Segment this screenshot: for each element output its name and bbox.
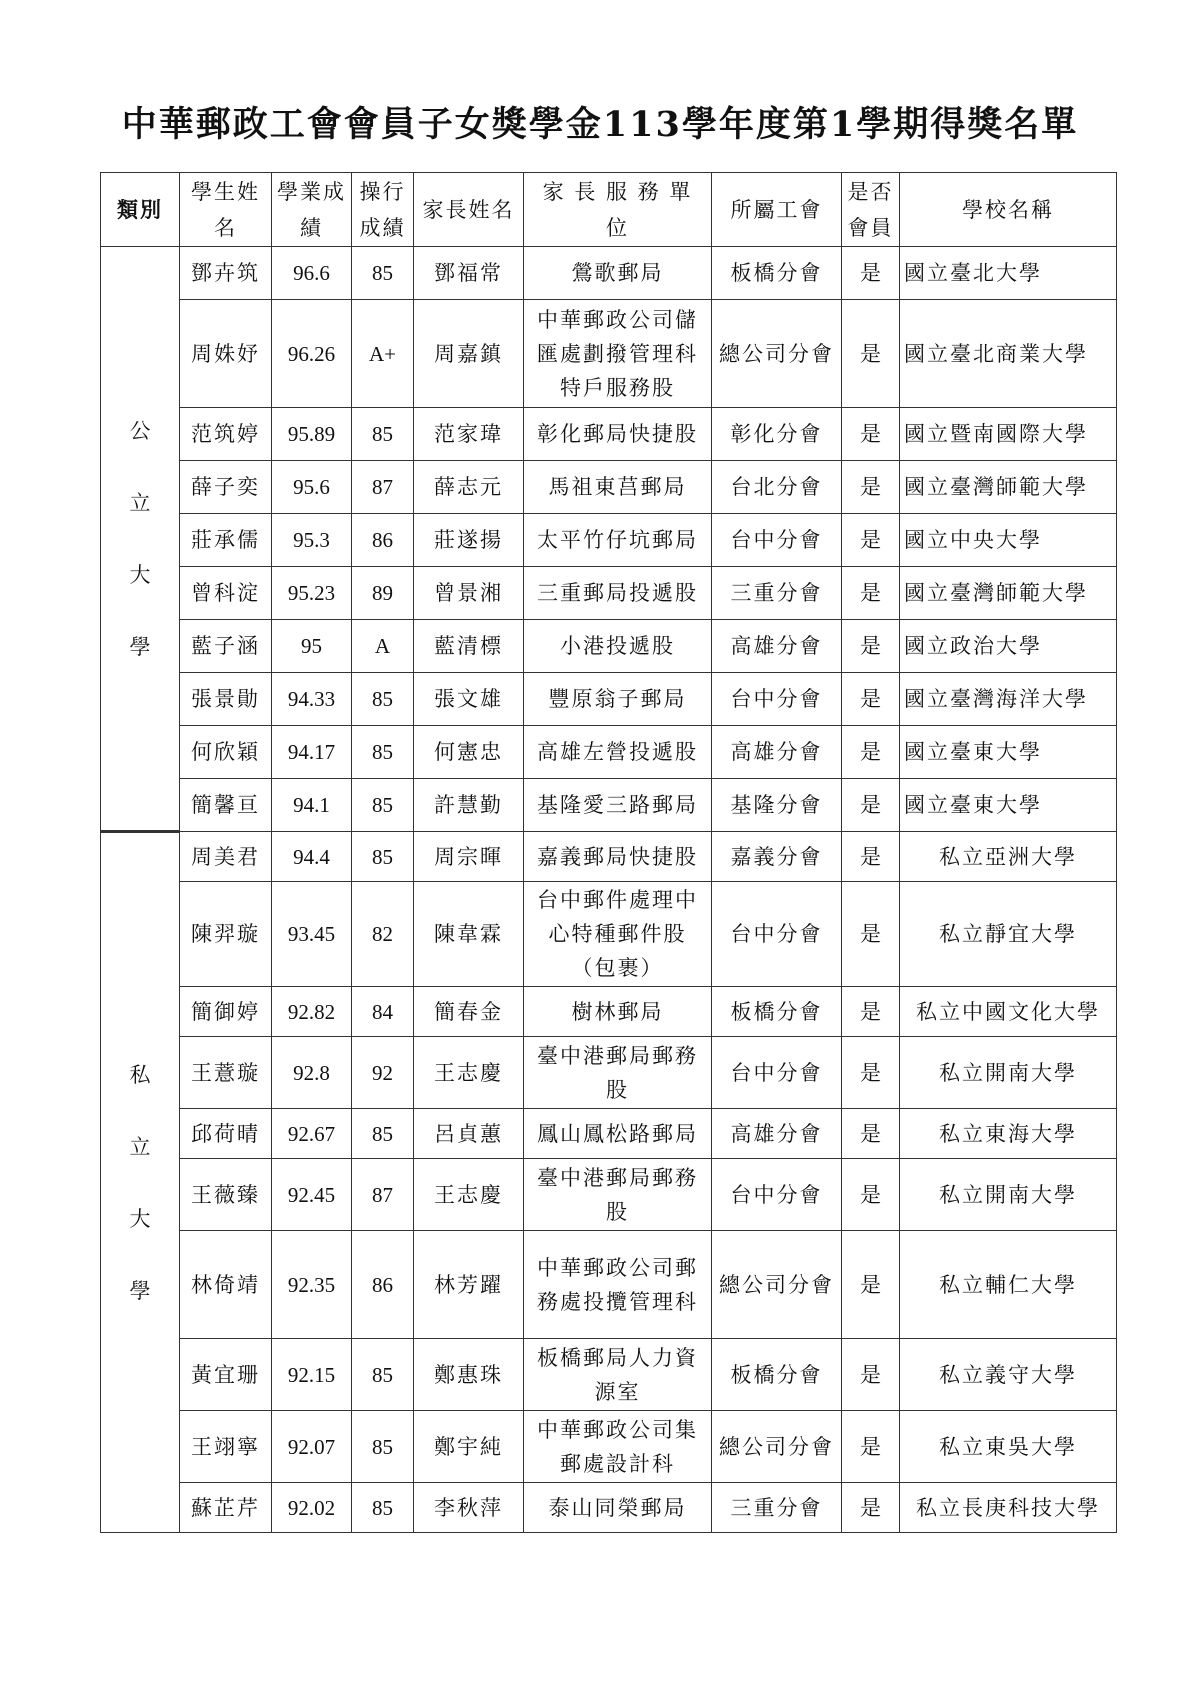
- school-cell: 國立臺東大學: [900, 726, 1117, 779]
- student-name-cell: 何欣穎: [180, 726, 272, 779]
- table-row: [101, 408, 1117, 461]
- academic-score-cell: 96.6: [272, 247, 352, 300]
- parent-name-cell: 陳韋霖: [414, 882, 524, 987]
- academic-score-cell: 92.15: [272, 1339, 352, 1411]
- union-branch-cell: 台中分會: [712, 1037, 842, 1109]
- parent-unit-cell: 基隆愛三路郵局: [524, 779, 712, 832]
- school-cell: 國立臺灣師範大學: [900, 567, 1117, 620]
- header-student-name: 學生姓名: [180, 173, 272, 247]
- conduct-score-cell: 86: [352, 514, 414, 567]
- parent-unit-cell: 台中郵件處理中心特種郵件股（包裹）: [524, 882, 712, 987]
- member-cell: 是: [842, 987, 900, 1037]
- student-name-cell: 簡馨亘: [180, 779, 272, 832]
- school-cell: 私立長庚科技大學: [900, 1483, 1117, 1533]
- union-branch-cell: 嘉義分會: [712, 832, 842, 882]
- table-row: [101, 1159, 1117, 1231]
- union-branch-cell: 台北分會: [712, 461, 842, 514]
- header-row: [101, 173, 1117, 247]
- member-cell: 是: [842, 514, 900, 567]
- parent-name-cell: 鄭惠珠: [414, 1339, 524, 1411]
- conduct-score-cell: 89: [352, 567, 414, 620]
- union-branch-cell: 總公司分會: [712, 300, 842, 408]
- school-cell: 私立中國文化大學: [900, 987, 1117, 1037]
- table-body: [101, 247, 1117, 1533]
- conduct-score-cell: 85: [352, 779, 414, 832]
- table-row: [101, 1231, 1117, 1339]
- academic-score-cell: 95.23: [272, 567, 352, 620]
- school-cell: 國立臺灣海洋大學: [900, 673, 1117, 726]
- school-cell: 國立臺灣師範大學: [900, 461, 1117, 514]
- student-name-cell: 林倚靖: [180, 1231, 272, 1339]
- parent-unit-cell: 中華郵政公司儲匯處劃撥管理科特戶服務股: [524, 300, 712, 408]
- union-branch-cell: 台中分會: [712, 514, 842, 567]
- academic-score-cell: 94.4: [272, 832, 352, 882]
- parent-name-cell: 許慧勤: [414, 779, 524, 832]
- conduct-score-cell: 87: [352, 461, 414, 514]
- parent-unit-cell: 中華郵政公司郵務處投攬管理科: [524, 1231, 712, 1339]
- member-cell: 是: [842, 779, 900, 832]
- academic-score-cell: 92.07: [272, 1411, 352, 1483]
- school-cell: 私立亞洲大學: [900, 832, 1117, 882]
- academic-score-cell: 92.02: [272, 1483, 352, 1533]
- school-cell: 國立政治大學: [900, 620, 1117, 673]
- parent-name-cell: 何憲忠: [414, 726, 524, 779]
- conduct-score-cell: 85: [352, 726, 414, 779]
- table-row: [101, 1483, 1117, 1533]
- parent-unit-cell: 彰化郵局快捷股: [524, 408, 712, 461]
- member-cell: 是: [842, 1411, 900, 1483]
- conduct-score-cell: 92: [352, 1037, 414, 1109]
- conduct-score-cell: 85: [352, 1339, 414, 1411]
- member-cell: 是: [842, 673, 900, 726]
- header-category: 類別: [101, 173, 180, 247]
- parent-name-cell: 鄭宇純: [414, 1411, 524, 1483]
- table-row: [101, 987, 1117, 1037]
- member-cell: 是: [842, 1339, 900, 1411]
- academic-score-cell: 92.8: [272, 1037, 352, 1109]
- student-name-cell: 周姝妤: [180, 300, 272, 408]
- parent-unit-cell: 臺中港郵局郵務股: [524, 1159, 712, 1231]
- student-name-cell: 王薇臻: [180, 1159, 272, 1231]
- union-branch-cell: 彰化分會: [712, 408, 842, 461]
- school-cell: 國立臺北商業大學: [900, 300, 1117, 408]
- table-row: [101, 882, 1117, 987]
- member-cell: 是: [842, 1159, 900, 1231]
- academic-score-cell: 92.35: [272, 1231, 352, 1339]
- student-name-cell: 張景勛: [180, 673, 272, 726]
- header-parent-name: 家長姓名: [414, 173, 524, 247]
- parent-name-cell: 薛志元: [414, 461, 524, 514]
- academic-score-cell: 94.1: [272, 779, 352, 832]
- parent-unit-cell: 臺中港郵局郵務股: [524, 1037, 712, 1109]
- student-name-cell: 范筑婷: [180, 408, 272, 461]
- member-cell: 是: [842, 882, 900, 987]
- parent-name-cell: 林芳躍: [414, 1231, 524, 1339]
- student-name-cell: 鄧卉筑: [180, 247, 272, 300]
- conduct-score-cell: A: [352, 620, 414, 673]
- parent-unit-cell: 馬祖東莒郵局: [524, 461, 712, 514]
- parent-unit-cell: 泰山同榮郵局: [524, 1483, 712, 1533]
- parent-unit-cell: 小港投遞股: [524, 620, 712, 673]
- page-title: 中華郵政工會會員子女獎學金113學年度第1學期得獎名單: [121, 104, 1079, 145]
- table-row: [101, 247, 1117, 300]
- union-branch-cell: 高雄分會: [712, 726, 842, 779]
- parent-unit-cell: 樹林郵局: [524, 987, 712, 1037]
- student-name-cell: 陳羿璇: [180, 882, 272, 987]
- union-branch-cell: 台中分會: [712, 1159, 842, 1231]
- parent-name-cell: 藍清標: [414, 620, 524, 673]
- member-cell: 是: [842, 1483, 900, 1533]
- header-conduct-score: 操行成績: [352, 173, 414, 247]
- conduct-score-cell: 87: [352, 1159, 414, 1231]
- parent-name-cell: 曾景湘: [414, 567, 524, 620]
- academic-score-cell: 93.45: [272, 882, 352, 987]
- academic-score-cell: 92.82: [272, 987, 352, 1037]
- conduct-score-cell: 85: [352, 1483, 414, 1533]
- conduct-score-cell: 85: [352, 1411, 414, 1483]
- conduct-score-cell: 82: [352, 882, 414, 987]
- member-cell: 是: [842, 247, 900, 300]
- student-name-cell: 黃宜珊: [180, 1339, 272, 1411]
- parent-name-cell: 張文雄: [414, 673, 524, 726]
- parent-name-cell: 簡春金: [414, 987, 524, 1037]
- member-cell: 是: [842, 408, 900, 461]
- member-cell: 是: [842, 461, 900, 514]
- school-cell: 國立臺北大學: [900, 247, 1117, 300]
- academic-score-cell: 92.45: [272, 1159, 352, 1231]
- union-branch-cell: 高雄分會: [712, 1109, 842, 1159]
- academic-score-cell: 95.89: [272, 408, 352, 461]
- table-row: [101, 1109, 1117, 1159]
- conduct-score-cell: 85: [352, 247, 414, 300]
- table-row: [101, 461, 1117, 514]
- conduct-score-cell: 84: [352, 987, 414, 1037]
- union-branch-cell: 高雄分會: [712, 620, 842, 673]
- school-cell: 私立輔仁大學: [900, 1231, 1117, 1339]
- member-cell: 是: [842, 620, 900, 673]
- union-branch-cell: 台中分會: [712, 673, 842, 726]
- union-branch-cell: 板橋分會: [712, 1339, 842, 1411]
- member-cell: 是: [842, 1231, 900, 1339]
- school-cell: 私立開南大學: [900, 1037, 1117, 1109]
- student-name-cell: 莊承儒: [180, 514, 272, 567]
- parent-name-cell: 王志慶: [414, 1037, 524, 1109]
- union-branch-cell: 三重分會: [712, 1483, 842, 1533]
- header-union-branch: 所屬工會: [712, 173, 842, 247]
- category-cell: 公立大學: [101, 247, 180, 832]
- student-name-cell: 藍子涵: [180, 620, 272, 673]
- academic-score-cell: 96.26: [272, 300, 352, 408]
- union-branch-cell: 三重分會: [712, 567, 842, 620]
- award-table: [100, 172, 1117, 1533]
- parent-unit-cell: 鶯歌郵局: [524, 247, 712, 300]
- parent-name-cell: 王志慶: [414, 1159, 524, 1231]
- parent-unit-cell: 嘉義郵局快捷股: [524, 832, 712, 882]
- student-name-cell: 曾科淀: [180, 567, 272, 620]
- union-branch-cell: 基隆分會: [712, 779, 842, 832]
- union-branch-cell: 板橋分會: [712, 987, 842, 1037]
- parent-name-cell: 范家瑋: [414, 408, 524, 461]
- member-cell: 是: [842, 567, 900, 620]
- school-cell: 私立東吳大學: [900, 1411, 1117, 1483]
- school-cell: 國立中央大學: [900, 514, 1117, 567]
- conduct-score-cell: 85: [352, 673, 414, 726]
- parent-unit-cell: 板橋郵局人力資源室: [524, 1339, 712, 1411]
- table-row: [101, 779, 1117, 832]
- conduct-score-cell: 85: [352, 1109, 414, 1159]
- parent-name-cell: 李秋萍: [414, 1483, 524, 1533]
- school-cell: 私立靜宜大學: [900, 882, 1117, 987]
- union-branch-cell: 總公司分會: [712, 1411, 842, 1483]
- school-cell: 國立臺東大學: [900, 779, 1117, 832]
- header-parent-unit: 家 長 服 務 單 位: [524, 173, 712, 247]
- union-branch-cell: 台中分會: [712, 882, 842, 987]
- conduct-score-cell: 86: [352, 1231, 414, 1339]
- member-cell: 是: [842, 832, 900, 882]
- parent-name-cell: 周宗暉: [414, 832, 524, 882]
- parent-name-cell: 鄧福常: [414, 247, 524, 300]
- table-row: [101, 673, 1117, 726]
- union-branch-cell: 板橋分會: [712, 247, 842, 300]
- table-row: [101, 726, 1117, 779]
- academic-score-cell: 95: [272, 620, 352, 673]
- member-cell: 是: [842, 726, 900, 779]
- school-cell: 國立暨南國際大學: [900, 408, 1117, 461]
- student-name-cell: 蘇芷芹: [180, 1483, 272, 1533]
- academic-score-cell: 95.3: [272, 514, 352, 567]
- parent-unit-cell: 高雄左營投遞股: [524, 726, 712, 779]
- table-row: [101, 1339, 1117, 1411]
- parent-name-cell: 周嘉鎮: [414, 300, 524, 408]
- conduct-score-cell: A+: [352, 300, 414, 408]
- academic-score-cell: 92.67: [272, 1109, 352, 1159]
- parent-unit-cell: 豐原翁子郵局: [524, 673, 712, 726]
- academic-score-cell: 94.17: [272, 726, 352, 779]
- student-name-cell: 簡御婷: [180, 987, 272, 1037]
- academic-score-cell: 95.6: [272, 461, 352, 514]
- school-cell: 私立東海大學: [900, 1109, 1117, 1159]
- table-row: [101, 832, 1117, 882]
- header-member: 是否會員: [842, 173, 900, 247]
- table-row: [101, 620, 1117, 673]
- header-school: 學校名稱: [900, 173, 1117, 247]
- member-cell: 是: [842, 1037, 900, 1109]
- conduct-score-cell: 85: [352, 408, 414, 461]
- parent-unit-cell: 中華郵政公司集郵處設計科: [524, 1411, 712, 1483]
- parent-unit-cell: 鳳山鳳松路郵局: [524, 1109, 712, 1159]
- student-name-cell: 王薏璇: [180, 1037, 272, 1109]
- parent-unit-cell: 太平竹仔坑郵局: [524, 514, 712, 567]
- table-row: [101, 1411, 1117, 1483]
- school-cell: 私立義守大學: [900, 1339, 1117, 1411]
- student-name-cell: 周美君: [180, 832, 272, 882]
- student-name-cell: 王翊寧: [180, 1411, 272, 1483]
- conduct-score-cell: 85: [352, 832, 414, 882]
- school-cell: 私立開南大學: [900, 1159, 1117, 1231]
- student-name-cell: 薛子奕: [180, 461, 272, 514]
- category-cell: 私立大學: [101, 832, 180, 1533]
- table-row: [101, 514, 1117, 567]
- table-row: [101, 567, 1117, 620]
- student-name-cell: 邱荷晴: [180, 1109, 272, 1159]
- header-academic-score: 學業成績: [272, 173, 352, 247]
- member-cell: 是: [842, 1109, 900, 1159]
- member-cell: 是: [842, 300, 900, 408]
- parent-name-cell: 莊遂揚: [414, 514, 524, 567]
- academic-score-cell: 94.33: [272, 673, 352, 726]
- parent-unit-cell: 三重郵局投遞股: [524, 567, 712, 620]
- union-branch-cell: 總公司分會: [712, 1231, 842, 1339]
- table-row: [101, 1037, 1117, 1109]
- parent-name-cell: 呂貞蕙: [414, 1109, 524, 1159]
- table-row: [101, 300, 1117, 408]
